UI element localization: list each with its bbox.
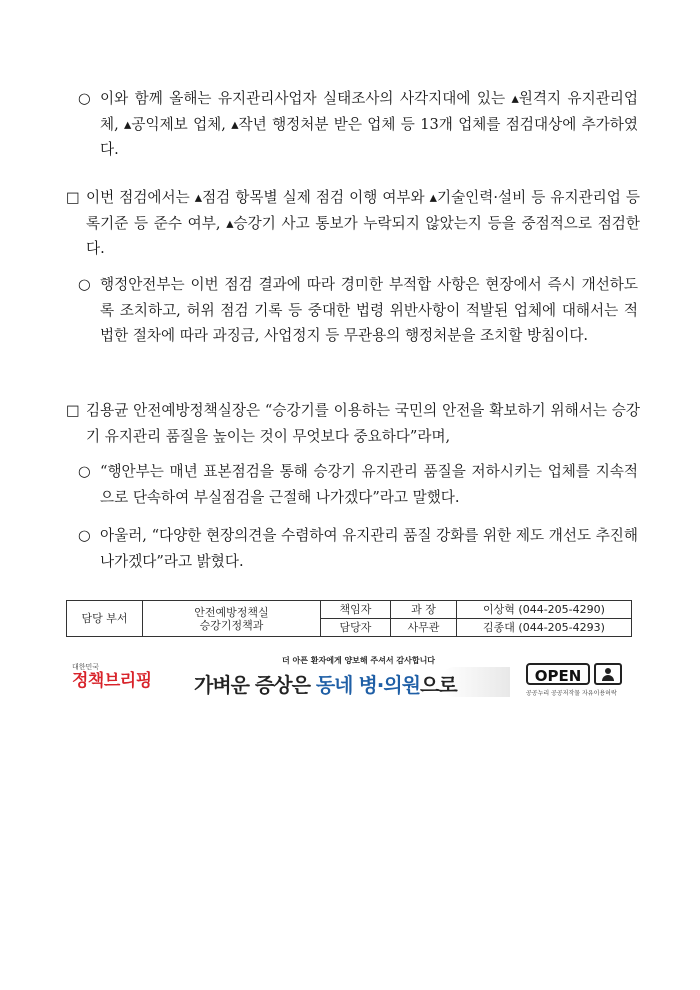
banner-subtitle: 더 아픈 환자에게 양보해 주셔서 감사합니다 <box>282 656 436 665</box>
open-label: OPEN <box>534 667 582 685</box>
paragraph-text: 이와 함께 올해는 유지관리사업자 실태조사의 사각지대에 있는 ▴원격지 유지관리업체, ▴공익제보 업체, ▴작년 행정처분 받은 업체 등 13개 업체를 점검대상에 추가하였다. <box>100 90 638 158</box>
paragraph-text: 아울러, “다양한 현장의견을 수렴하여 유지관리 품질 강화를 위한 제도 개선도 추진해 나가겠다”라고 밝혔다. <box>100 527 638 570</box>
contact-table <box>66 600 632 637</box>
dept-label-cell: 담당 부서 <box>67 601 143 637</box>
policy-briefing-logo[interactable] <box>72 663 152 691</box>
dept-line-2: 승강기정책과 <box>199 618 264 632</box>
banner-headline <box>194 669 457 698</box>
square-bullet: □ <box>66 189 80 206</box>
attribution-icon <box>594 663 622 685</box>
role-cell: 책임자 <box>321 601 391 619</box>
title-cell: 사무관 <box>391 619 457 637</box>
campaign-banner[interactable] <box>194 655 510 703</box>
paragraph-2 <box>66 185 640 262</box>
circle-bullet: ○ <box>78 276 91 293</box>
circle-bullet: ○ <box>78 90 91 107</box>
title-cell: 과 장 <box>391 601 457 619</box>
person-cell: 김종대 (044-205-4293) <box>457 619 632 637</box>
banner-part-2: 동네 병·의원 <box>315 673 421 697</box>
brand-title: 정책브리핑 <box>72 671 152 691</box>
kogl-open-badge[interactable] <box>526 663 632 697</box>
banner-part-1: 가벼운 증상은 <box>194 673 316 697</box>
footer-banner <box>66 655 636 703</box>
paragraph-5 <box>78 459 638 510</box>
paragraph-6 <box>78 523 638 574</box>
circle-bullet: ○ <box>78 463 91 480</box>
open-logo <box>526 663 590 685</box>
paragraph-text: “행안부는 매년 표본점검을 통해 승강기 유지관리 품질을 저하시키는 업체를 지속적으로 단속하여 부실점검을 근절해 나가겠다”라고 말했다. <box>100 463 638 506</box>
paragraph-text: 이번 점검에서는 ▴점검 항목별 실제 점검 이행 여부와 ▴기술인력·설비 등 유지관리업 등록기준 등 준수 여부, ▴승강기 사고 통보가 누락되지 않았는지 등을 중점적으로 점검한다. <box>86 189 640 257</box>
paragraph-text: 김용균 안전예방정책실장은 “승강기를 이용하는 국민의 안전을 확보하기 위해서는 승강기 유지관리 품질을 높이는 것이 무엇보다 중요하다”라며, <box>86 402 640 445</box>
dept-name-cell <box>143 601 321 637</box>
brand-small-text: 대한민국 <box>72 663 100 671</box>
circle-bullet: ○ <box>78 527 91 544</box>
dept-line-1: 안전예방정책실 <box>194 605 269 619</box>
paragraph-1 <box>78 86 638 163</box>
banner-part-3: 으로 <box>420 673 457 697</box>
open-caption: 공공누리 공공저작물 자유이용허락 <box>526 690 617 697</box>
paragraph-4 <box>66 398 640 449</box>
role-cell: 담당자 <box>321 619 391 637</box>
paragraph-text: 행정안전부는 이번 점검 결과에 따라 경미한 부적합 사항은 현장에서 즉시 개선하도록 조치하고, 허위 점검 기록 등 중대한 법령 위반사항이 적발된 업체에 대해서는 적법한 절차에 따라 과징금, 사업정지 등 무관용의 행정처분을 조치할 방침이다. <box>100 276 638 344</box>
person-cell: 이상혁 (044-205-4290) <box>457 601 632 619</box>
paragraph-3 <box>78 272 638 349</box>
square-bullet: □ <box>66 402 80 419</box>
